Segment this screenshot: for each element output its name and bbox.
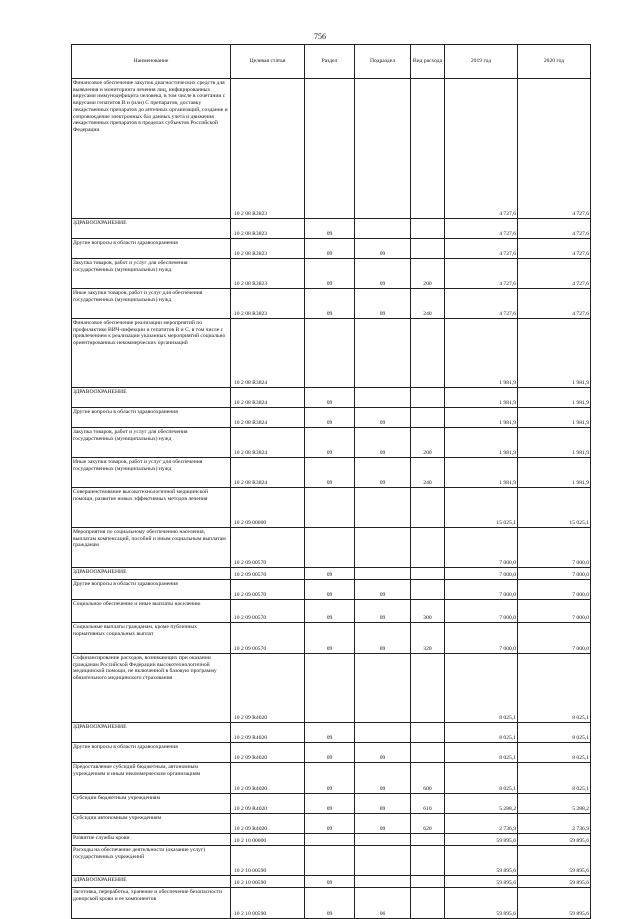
cell-year-2019: 2 736,9 (445, 814, 518, 834)
cell-name: Другие вопросы в области здравоохранения (72, 580, 231, 600)
cell-year-2019: 1 981,9 (445, 458, 518, 488)
cell-year-2020: 15 025,1 (518, 488, 591, 528)
cell-name: ЗДРАВООХРАНЕНИЕ (72, 876, 231, 888)
cell-name: Предоставление субсидий бюджетным, автономным учреждениям и иным некоммерческим организациям (72, 763, 231, 794)
cell-section: 09 (305, 723, 355, 743)
table-row (72, 814, 591, 834)
cell-year-2020: 59 895,6 (518, 876, 591, 888)
cell-subsection (355, 654, 411, 723)
cell-section: 09 (305, 289, 355, 319)
cell-expense-type: 300 (411, 600, 445, 623)
cell-expense-type: 620 (411, 814, 445, 834)
cell-year-2020: 1 981,9 (518, 388, 591, 408)
table-row (72, 79, 591, 219)
cell-name: Субсидии бюджетным учреждениям (72, 794, 231, 814)
cell-expense-type (411, 723, 445, 743)
cell-year-2019: 59 895,6 (445, 876, 518, 888)
cell-name: Заготовка, переработка, хранение и обеспечение безопасности донорской крови и ее компонентов (72, 888, 231, 919)
cell-target-article: 10 2 09 R4020 (231, 743, 305, 763)
cell-target-article: 10 2 08 R3824 (231, 388, 305, 408)
cell-name: Финансовое обеспечение закупок диагностических средств для выявления и мониторинга лечения лиц, инфицированных вирусами иммунодефицита человека, в том числе в сочетании с вирусами гепатитов В и (или) С препаратов, доставку лекарственных препаратов до аптечных организаций, создание и сопровождение электронных баз данных учета и движения лекарственных препаратов в пределах субъектов Российской Федерации (72, 79, 231, 219)
cell-subsection (355, 834, 411, 846)
cell-section: 09 (305, 408, 355, 428)
cell-target-article: 10 2 08 R3824 (231, 408, 305, 428)
table-row (72, 408, 591, 428)
cell-name: ЗДРАВООХРАНЕНИЕ (72, 723, 231, 743)
table-row (72, 846, 591, 876)
cell-year-2020: 8 025,1 (518, 743, 591, 763)
table-row (72, 388, 591, 408)
cell-section: 09 (305, 388, 355, 408)
cell-subsection: 09 (355, 289, 411, 319)
cell-expense-type (411, 219, 445, 239)
cell-year-2019: 1 981,9 (445, 388, 518, 408)
cell-expense-type (411, 239, 445, 259)
cell-section (305, 488, 355, 528)
cell-subsection: 09 (355, 763, 411, 794)
cell-year-2019: 15 025,1 (445, 488, 518, 528)
header-expense-type: Вид расхода (411, 45, 445, 79)
cell-target-article: 10 2 08 R3824 (231, 428, 305, 458)
cell-name: Субсидии автономным учреждениям (72, 814, 231, 834)
cell-year-2019: 1 981,9 (445, 428, 518, 458)
table-row (72, 723, 591, 743)
cell-target-article: 10 2 09 R4020 (231, 794, 305, 814)
cell-year-2019: 4 727,6 (445, 219, 518, 239)
page-number: 756 (314, 32, 326, 41)
cell-name: Другие вопросы в области здравоохранения (72, 743, 231, 763)
cell-target-article: 10 2 08 R3823 (231, 219, 305, 239)
cell-target-article: 10 2 09 R4020 (231, 654, 305, 723)
cell-year-2020: 7 000,0 (518, 623, 591, 654)
cell-target-article: 10 2 08 R3824 (231, 319, 305, 388)
table-row (72, 488, 591, 528)
cell-expense-type (411, 319, 445, 388)
cell-target-article: 10 2 09 00000 (231, 488, 305, 528)
cell-subsection (355, 388, 411, 408)
cell-subsection (355, 219, 411, 239)
cell-name: ЗДРАВООХРАНЕНИЕ (72, 219, 231, 239)
cell-year-2020: 5 288,2 (518, 794, 591, 814)
cell-expense-type (411, 743, 445, 763)
header-year-2019: 2019 год (445, 45, 518, 79)
cell-expense-type (411, 408, 445, 428)
header-year-2020: 2020 год (518, 45, 591, 79)
cell-year-2019: 7 000,0 (445, 623, 518, 654)
cell-year-2019: 7 000,0 (445, 580, 518, 600)
cell-subsection (355, 846, 411, 876)
cell-section: 09 (305, 814, 355, 834)
cell-subsection: 09 (355, 580, 411, 600)
table-row (72, 600, 591, 623)
table-row (72, 458, 591, 488)
cell-year-2019: 4 727,6 (445, 79, 518, 219)
cell-year-2019: 1 981,9 (445, 319, 518, 388)
cell-subsection: 06 (355, 888, 411, 919)
cell-target-article: 10 2 09 00570 (231, 528, 305, 568)
cell-expense-type: 200 (411, 428, 445, 458)
cell-year-2019: 1 981,9 (445, 408, 518, 428)
cell-year-2020: 4 727,6 (518, 289, 591, 319)
cell-subsection: 09 (355, 623, 411, 654)
cell-subsection: 09 (355, 600, 411, 623)
cell-subsection: 09 (355, 743, 411, 763)
cell-target-article: 10 2 10 00590 (231, 846, 305, 876)
cell-name: Иные закупки товаров, работ и услуг для обеспечения государственных (муниципальных) нужд (72, 289, 231, 319)
cell-year-2020: 1 981,9 (518, 428, 591, 458)
cell-year-2020: 8 025,1 (518, 763, 591, 794)
cell-year-2019: 59 895,6 (445, 834, 518, 846)
cell-target-article: 10 2 08 R3824 (231, 458, 305, 488)
cell-year-2019: 5 288,2 (445, 794, 518, 814)
budget-table (71, 44, 591, 919)
cell-target-article: 10 2 09 00570 (231, 600, 305, 623)
cell-year-2020: 59 895,6 (518, 888, 591, 919)
cell-target-article: 10 2 08 R3823 (231, 289, 305, 319)
cell-year-2019: 8 025,1 (445, 763, 518, 794)
cell-year-2019: 4 727,6 (445, 289, 518, 319)
cell-year-2019: 59 895,6 (445, 888, 518, 919)
cell-section: 09 (305, 600, 355, 623)
table-row (72, 528, 591, 568)
cell-year-2019: 59 895,6 (445, 846, 518, 876)
header-name: Наименование (72, 45, 231, 79)
table-row (72, 763, 591, 794)
cell-year-2020: 4 727,6 (518, 259, 591, 289)
cell-section (305, 528, 355, 568)
cell-target-article: 10 2 09 R4020 (231, 723, 305, 743)
cell-expense-type (411, 834, 445, 846)
cell-name: Другие вопросы в области здравоохранения (72, 239, 231, 259)
cell-section: 09 (305, 876, 355, 888)
cell-name: Софинансирование расходов, возникающих при оказании гражданам Российской Федерации высокотехнологичной медицинской помощи, не включенной в базовую программу обязательного медицинского страхования (72, 654, 231, 723)
cell-target-article: 10 2 09 R4020 (231, 763, 305, 794)
cell-expense-type (411, 888, 445, 919)
table-row (72, 219, 591, 239)
cell-year-2020: 59 895,6 (518, 834, 591, 846)
cell-target-article: 10 2 10 00590 (231, 888, 305, 919)
cell-subsection: 09 (355, 239, 411, 259)
cell-expense-type (411, 846, 445, 876)
cell-name: Расходы на обеспечение деятельности (оказание услуг) государственных учреждений (72, 846, 231, 876)
cell-name: Иные закупки товаров, работ и услуг для обеспечения государственных (муниципальных) нужд (72, 458, 231, 488)
cell-expense-type (411, 528, 445, 568)
table-row (72, 623, 591, 654)
cell-name: Закупка товаров, работ и услуг для обеспечения государственных (муниципальных) нужд (72, 259, 231, 289)
cell-subsection (355, 79, 411, 219)
cell-target-article: 10 2 09 R4020 (231, 814, 305, 834)
cell-year-2020: 7 000,0 (518, 568, 591, 580)
cell-target-article: 10 2 09 00570 (231, 580, 305, 600)
cell-year-2019: 7 000,0 (445, 600, 518, 623)
cell-name: Совершенствование высокотехнологичной медицинской помощи, развитие новых эффективных методов лечения (72, 488, 231, 528)
cell-year-2020: 7 000,0 (518, 600, 591, 623)
cell-subsection (355, 528, 411, 568)
cell-section: 09 (305, 794, 355, 814)
cell-subsection (355, 723, 411, 743)
cell-year-2020: 4 727,6 (518, 239, 591, 259)
cell-expense-type: 600 (411, 763, 445, 794)
cell-section: 09 (305, 568, 355, 580)
cell-target-article: 10 2 10 00590 (231, 876, 305, 888)
cell-year-2019: 8 025,1 (445, 654, 518, 723)
cell-section (305, 834, 355, 846)
cell-section: 09 (305, 888, 355, 919)
cell-section (305, 79, 355, 219)
cell-name: Социальное обеспечение и иные выплаты населению (72, 600, 231, 623)
cell-expense-type: 240 (411, 458, 445, 488)
cell-subsection: 09 (355, 814, 411, 834)
table-row (72, 876, 591, 888)
table-row (72, 794, 591, 814)
table-row (72, 289, 591, 319)
cell-subsection: 09 (355, 794, 411, 814)
cell-expense-type (411, 654, 445, 723)
cell-year-2019: 4 727,6 (445, 239, 518, 259)
cell-name: ЗДРАВООХРАНЕНИЕ (72, 568, 231, 580)
cell-expense-type (411, 876, 445, 888)
table-row (72, 319, 591, 388)
table-row (72, 888, 591, 919)
table-body (72, 79, 591, 919)
cell-year-2020: 8 025,1 (518, 654, 591, 723)
cell-expense-type: 320 (411, 623, 445, 654)
cell-subsection: 09 (355, 458, 411, 488)
table-row (72, 259, 591, 289)
cell-expense-type: 200 (411, 259, 445, 289)
cell-section: 09 (305, 239, 355, 259)
table-row (72, 568, 591, 580)
cell-year-2020: 7 000,0 (518, 580, 591, 600)
cell-section: 09 (305, 763, 355, 794)
cell-section: 09 (305, 580, 355, 600)
cell-name: ЗДРАВООХРАНЕНИЕ (72, 388, 231, 408)
table-row (72, 580, 591, 600)
cell-section: 09 (305, 623, 355, 654)
cell-section (305, 319, 355, 388)
header-subsection: Подраздел (355, 45, 411, 79)
cell-year-2019: 4 727,6 (445, 259, 518, 289)
cell-target-article: 10 2 09 00570 (231, 623, 305, 654)
cell-section: 09 (305, 428, 355, 458)
cell-subsection (355, 319, 411, 388)
cell-section: 09 (305, 219, 355, 239)
cell-subsection: 09 (355, 408, 411, 428)
header-row (72, 45, 591, 79)
table-row (72, 428, 591, 458)
cell-expense-type (411, 388, 445, 408)
cell-year-2020: 1 981,9 (518, 458, 591, 488)
cell-name: Закупка товаров, работ и услуг для обеспечения государственных (муниципальных) нужд (72, 428, 231, 458)
cell-name: Мероприятия по социальному обеспечению населения, выплатам компенсаций, пособий и иным социальным выплатам гражданам (72, 528, 231, 568)
cell-expense-type (411, 488, 445, 528)
cell-section: 09 (305, 458, 355, 488)
cell-year-2020: 2 736,9 (518, 814, 591, 834)
cell-expense-type (411, 580, 445, 600)
cell-expense-type: 240 (411, 289, 445, 319)
cell-year-2020: 4 727,6 (518, 79, 591, 219)
cell-year-2020: 59 895,6 (518, 846, 591, 876)
header-section: Раздел (305, 45, 355, 79)
cell-subsection (355, 876, 411, 888)
cell-subsection (355, 488, 411, 528)
cell-year-2020: 1 981,9 (518, 319, 591, 388)
cell-subsection: 09 (355, 428, 411, 458)
cell-expense-type (411, 568, 445, 580)
cell-name: Другие вопросы в области здравоохранения (72, 408, 231, 428)
cell-year-2020: 7 000,0 (518, 528, 591, 568)
cell-target-article: 10 2 08 R3823 (231, 259, 305, 289)
cell-target-article: 10 2 09 00570 (231, 568, 305, 580)
cell-section: 09 (305, 259, 355, 289)
table-row (72, 239, 591, 259)
table-row (72, 654, 591, 723)
cell-year-2020: 4 727,6 (518, 219, 591, 239)
cell-section: 09 (305, 743, 355, 763)
cell-section (305, 654, 355, 723)
cell-target-article: 10 2 10 00000 (231, 834, 305, 846)
cell-year-2020: 1 981,9 (518, 408, 591, 428)
cell-year-2019: 7 000,0 (445, 568, 518, 580)
cell-name: Развитие службы крови (72, 834, 231, 846)
cell-name: Социальные выплаты гражданам, кроме публичных нормативных социальных выплат (72, 623, 231, 654)
cell-year-2019: 8 025,1 (445, 723, 518, 743)
table-row (72, 743, 591, 763)
table-row (72, 834, 591, 846)
cell-name: Финансовое обеспечение реализации мероприятий по профилактике ВИЧ-инфекции и гепатитов В и С, в том числе с привлечением к реализации указанных мероприятий социально ориентированных некоммерческих организаций (72, 319, 231, 388)
cell-expense-type (411, 79, 445, 219)
cell-expense-type: 610 (411, 794, 445, 814)
cell-year-2020: 8 025,1 (518, 723, 591, 743)
cell-subsection (355, 568, 411, 580)
cell-target-article: 10 2 08 R3823 (231, 239, 305, 259)
header-target-article: Целевая статья (231, 45, 305, 79)
cell-subsection: 09 (355, 259, 411, 289)
cell-target-article: 10 2 08 R3823 (231, 79, 305, 219)
cell-year-2019: 7 000,0 (445, 528, 518, 568)
cell-year-2019: 8 025,1 (445, 743, 518, 763)
cell-section (305, 846, 355, 876)
